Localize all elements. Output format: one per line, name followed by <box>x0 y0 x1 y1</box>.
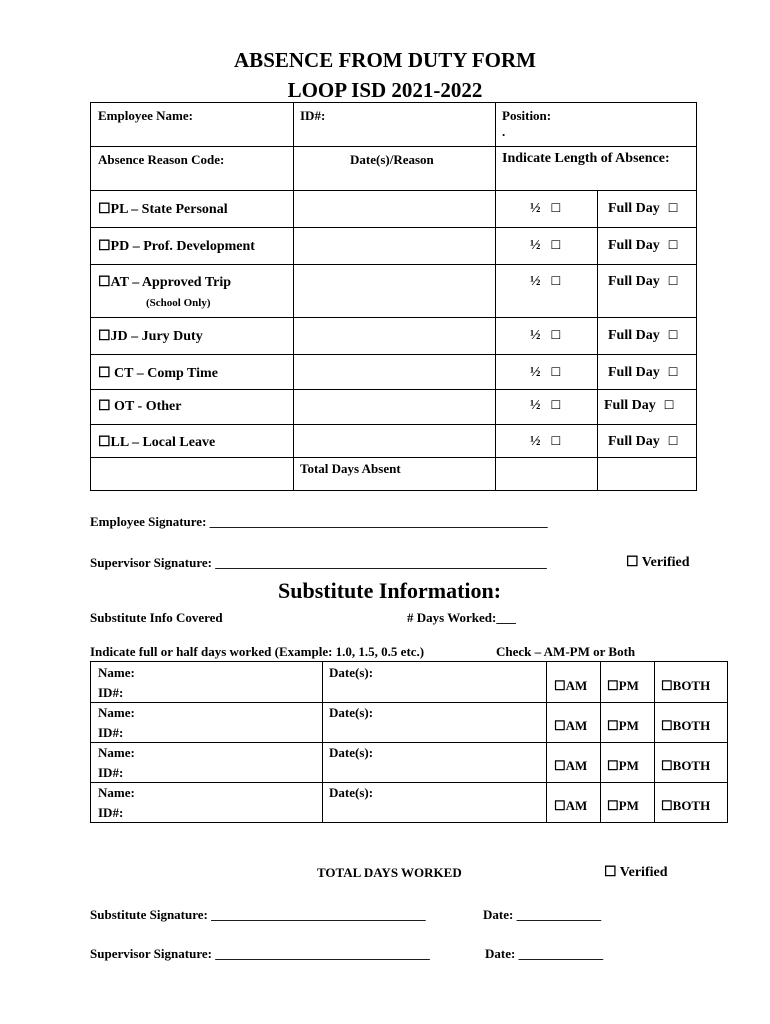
pm-checkbox[interactable]: ☐PM <box>607 718 639 733</box>
full-day-label: Full Day <box>608 365 660 380</box>
employee-signature-line[interactable]: Employee Signature: ____________________________________________________ <box>90 514 548 529</box>
half-day-label: ½ <box>530 274 541 289</box>
full-day-checkbox[interactable] <box>608 238 679 254</box>
half-day-checkbox[interactable] <box>530 398 561 414</box>
full-day-label: Full Day <box>608 274 660 289</box>
both-checkbox[interactable]: ☐BOTH <box>661 678 711 693</box>
reason-ct[interactable]: ☐ CT – Comp Time <box>98 366 218 381</box>
am-checkbox[interactable]: ☐AM <box>554 798 588 813</box>
checkbox-icon: ☐ <box>667 328 679 342</box>
am-checkbox[interactable]: ☐AM <box>554 718 588 733</box>
sub-supervisor-date-line[interactable]: Date: _____________ <box>485 946 604 961</box>
instruction-text: Indicate full or half days worked (Example: 1.0, 1.5, 0.5 etc.) <box>90 644 425 659</box>
full-day-checkbox[interactable] <box>604 398 675 414</box>
pm-checkbox[interactable]: ☐PM <box>607 758 639 773</box>
verified-checkbox[interactable]: ☐ Verified <box>626 555 690 570</box>
half-day-label: ½ <box>530 238 541 253</box>
full-day-checkbox[interactable] <box>608 365 679 381</box>
half-day-checkbox[interactable] <box>530 201 561 217</box>
position-dot: . <box>502 124 506 139</box>
half-day-checkbox[interactable] <box>530 274 561 290</box>
reason-at-note: (School Only) <box>146 297 211 309</box>
sub-name-label: Name: <box>98 705 135 720</box>
full-day-checkbox[interactable] <box>608 328 679 344</box>
reason-at[interactable]: ☐AT – Approved Trip <box>98 275 232 290</box>
checkbox-icon: ☐ <box>663 398 675 412</box>
substitute-info-label: Substitute Info Covered <box>90 610 223 625</box>
checkbox-icon: ☐ <box>667 274 679 288</box>
checkbox-icon: ☐ <box>550 328 562 342</box>
both-checkbox[interactable]: ☐BOTH <box>661 798 711 813</box>
check-ampm-label: Check – AM-PM or Both <box>496 644 636 659</box>
sub-id-label: ID#: <box>98 685 124 700</box>
position-label: Position: <box>502 108 552 123</box>
employee-name-label: Employee Name: <box>98 108 193 123</box>
checkbox-icon: ☐ <box>550 365 562 379</box>
substitute-date-line[interactable]: Date: _____________ <box>483 907 602 922</box>
checkbox-icon: ☐ <box>550 434 562 448</box>
reason-code-label: Absence Reason Code: <box>98 152 225 167</box>
full-day-checkbox[interactable] <box>608 201 679 217</box>
full-day-label: Full Day <box>608 201 660 216</box>
full-day-label: Full Day <box>604 398 656 413</box>
id-label: ID#: <box>300 108 326 123</box>
reason-pl[interactable]: ☐PL – State Personal <box>98 202 228 217</box>
total-days-absent-label: Total Days Absent <box>300 461 401 476</box>
full-day-checkbox[interactable] <box>608 274 679 290</box>
half-day-label: ½ <box>530 434 541 449</box>
sub-id-label: ID#: <box>98 765 124 780</box>
half-day-checkbox[interactable] <box>530 434 561 450</box>
both-checkbox[interactable]: ☐BOTH <box>661 758 711 773</box>
checkbox-icon: ☐ <box>550 201 562 215</box>
half-day-label: ½ <box>530 365 541 380</box>
substitute-signature-line[interactable]: Substitute Signature: _________________________________ <box>90 907 426 922</box>
reason-ot[interactable]: ☐ OT - Other <box>98 399 182 414</box>
sub-verified-checkbox[interactable]: ☐ Verified <box>604 865 668 880</box>
full-day-label: Full Day <box>608 434 660 449</box>
checkbox-icon: ☐ <box>550 398 562 412</box>
checkbox-icon: ☐ <box>550 238 562 252</box>
sub-dates-label: Date(s): <box>329 745 374 760</box>
full-day-label: Full Day <box>608 328 660 343</box>
full-day-checkbox[interactable] <box>608 434 679 450</box>
half-day-label: ½ <box>530 328 541 343</box>
checkbox-icon: ☐ <box>550 274 562 288</box>
dates-reason-label: Date(s)/Reason <box>350 152 434 167</box>
sub-supervisor-signature-line[interactable]: Supervisor Signature: _________________________________ <box>90 946 430 961</box>
sub-name-label: Name: <box>98 785 135 800</box>
checkbox-icon: ☐ <box>667 238 679 252</box>
employee-name-field[interactable] <box>96 124 292 144</box>
total-days-worked-label: TOTAL DAYS WORKED <box>317 865 462 880</box>
days-worked-label: # Days Worked:___ <box>407 610 516 625</box>
half-day-checkbox[interactable] <box>530 238 561 254</box>
length-of-absence-label: Indicate Length of Absence: <box>502 151 670 166</box>
half-day-label: ½ <box>530 201 541 216</box>
form-subtitle: LOOP ISD 2021-2022 <box>287 78 483 102</box>
reason-pd[interactable]: ☐PD – Prof. Development <box>98 239 255 254</box>
sub-id-label: ID#: <box>98 725 124 740</box>
half-day-label: ½ <box>530 398 541 413</box>
reason-jd[interactable]: ☐JD – Jury Duty <box>98 329 203 344</box>
am-checkbox[interactable]: ☐AM <box>554 758 588 773</box>
sub-id-label: ID#: <box>98 805 124 820</box>
sub-dates-label: Date(s): <box>329 665 374 680</box>
substitute-heading: Substitute Information: <box>278 578 502 603</box>
full-day-label: Full Day <box>608 238 660 253</box>
pm-checkbox[interactable]: ☐PM <box>607 678 639 693</box>
sub-dates-label: Date(s): <box>329 785 374 800</box>
half-day-checkbox[interactable] <box>530 328 561 344</box>
id-field[interactable] <box>298 124 494 144</box>
pm-checkbox[interactable]: ☐PM <box>607 798 639 813</box>
checkbox-icon: ☐ <box>667 434 679 448</box>
sub-dates-label: Date(s): <box>329 705 374 720</box>
supervisor-signature-line[interactable]: Supervisor Signature: ___________________________________________________ <box>90 555 547 570</box>
reason-ll[interactable]: ☐LL – Local Leave <box>98 435 216 450</box>
checkbox-icon: ☐ <box>667 201 679 215</box>
sub-name-label: Name: <box>98 665 135 680</box>
both-checkbox[interactable]: ☐BOTH <box>661 718 711 733</box>
sub-name-label: Name: <box>98 745 135 760</box>
form-title: ABSENCE FROM DUTY FORM <box>234 48 536 72</box>
checkbox-icon: ☐ <box>667 365 679 379</box>
am-checkbox[interactable]: ☐AM <box>554 678 588 693</box>
half-day-checkbox[interactable] <box>530 365 561 381</box>
